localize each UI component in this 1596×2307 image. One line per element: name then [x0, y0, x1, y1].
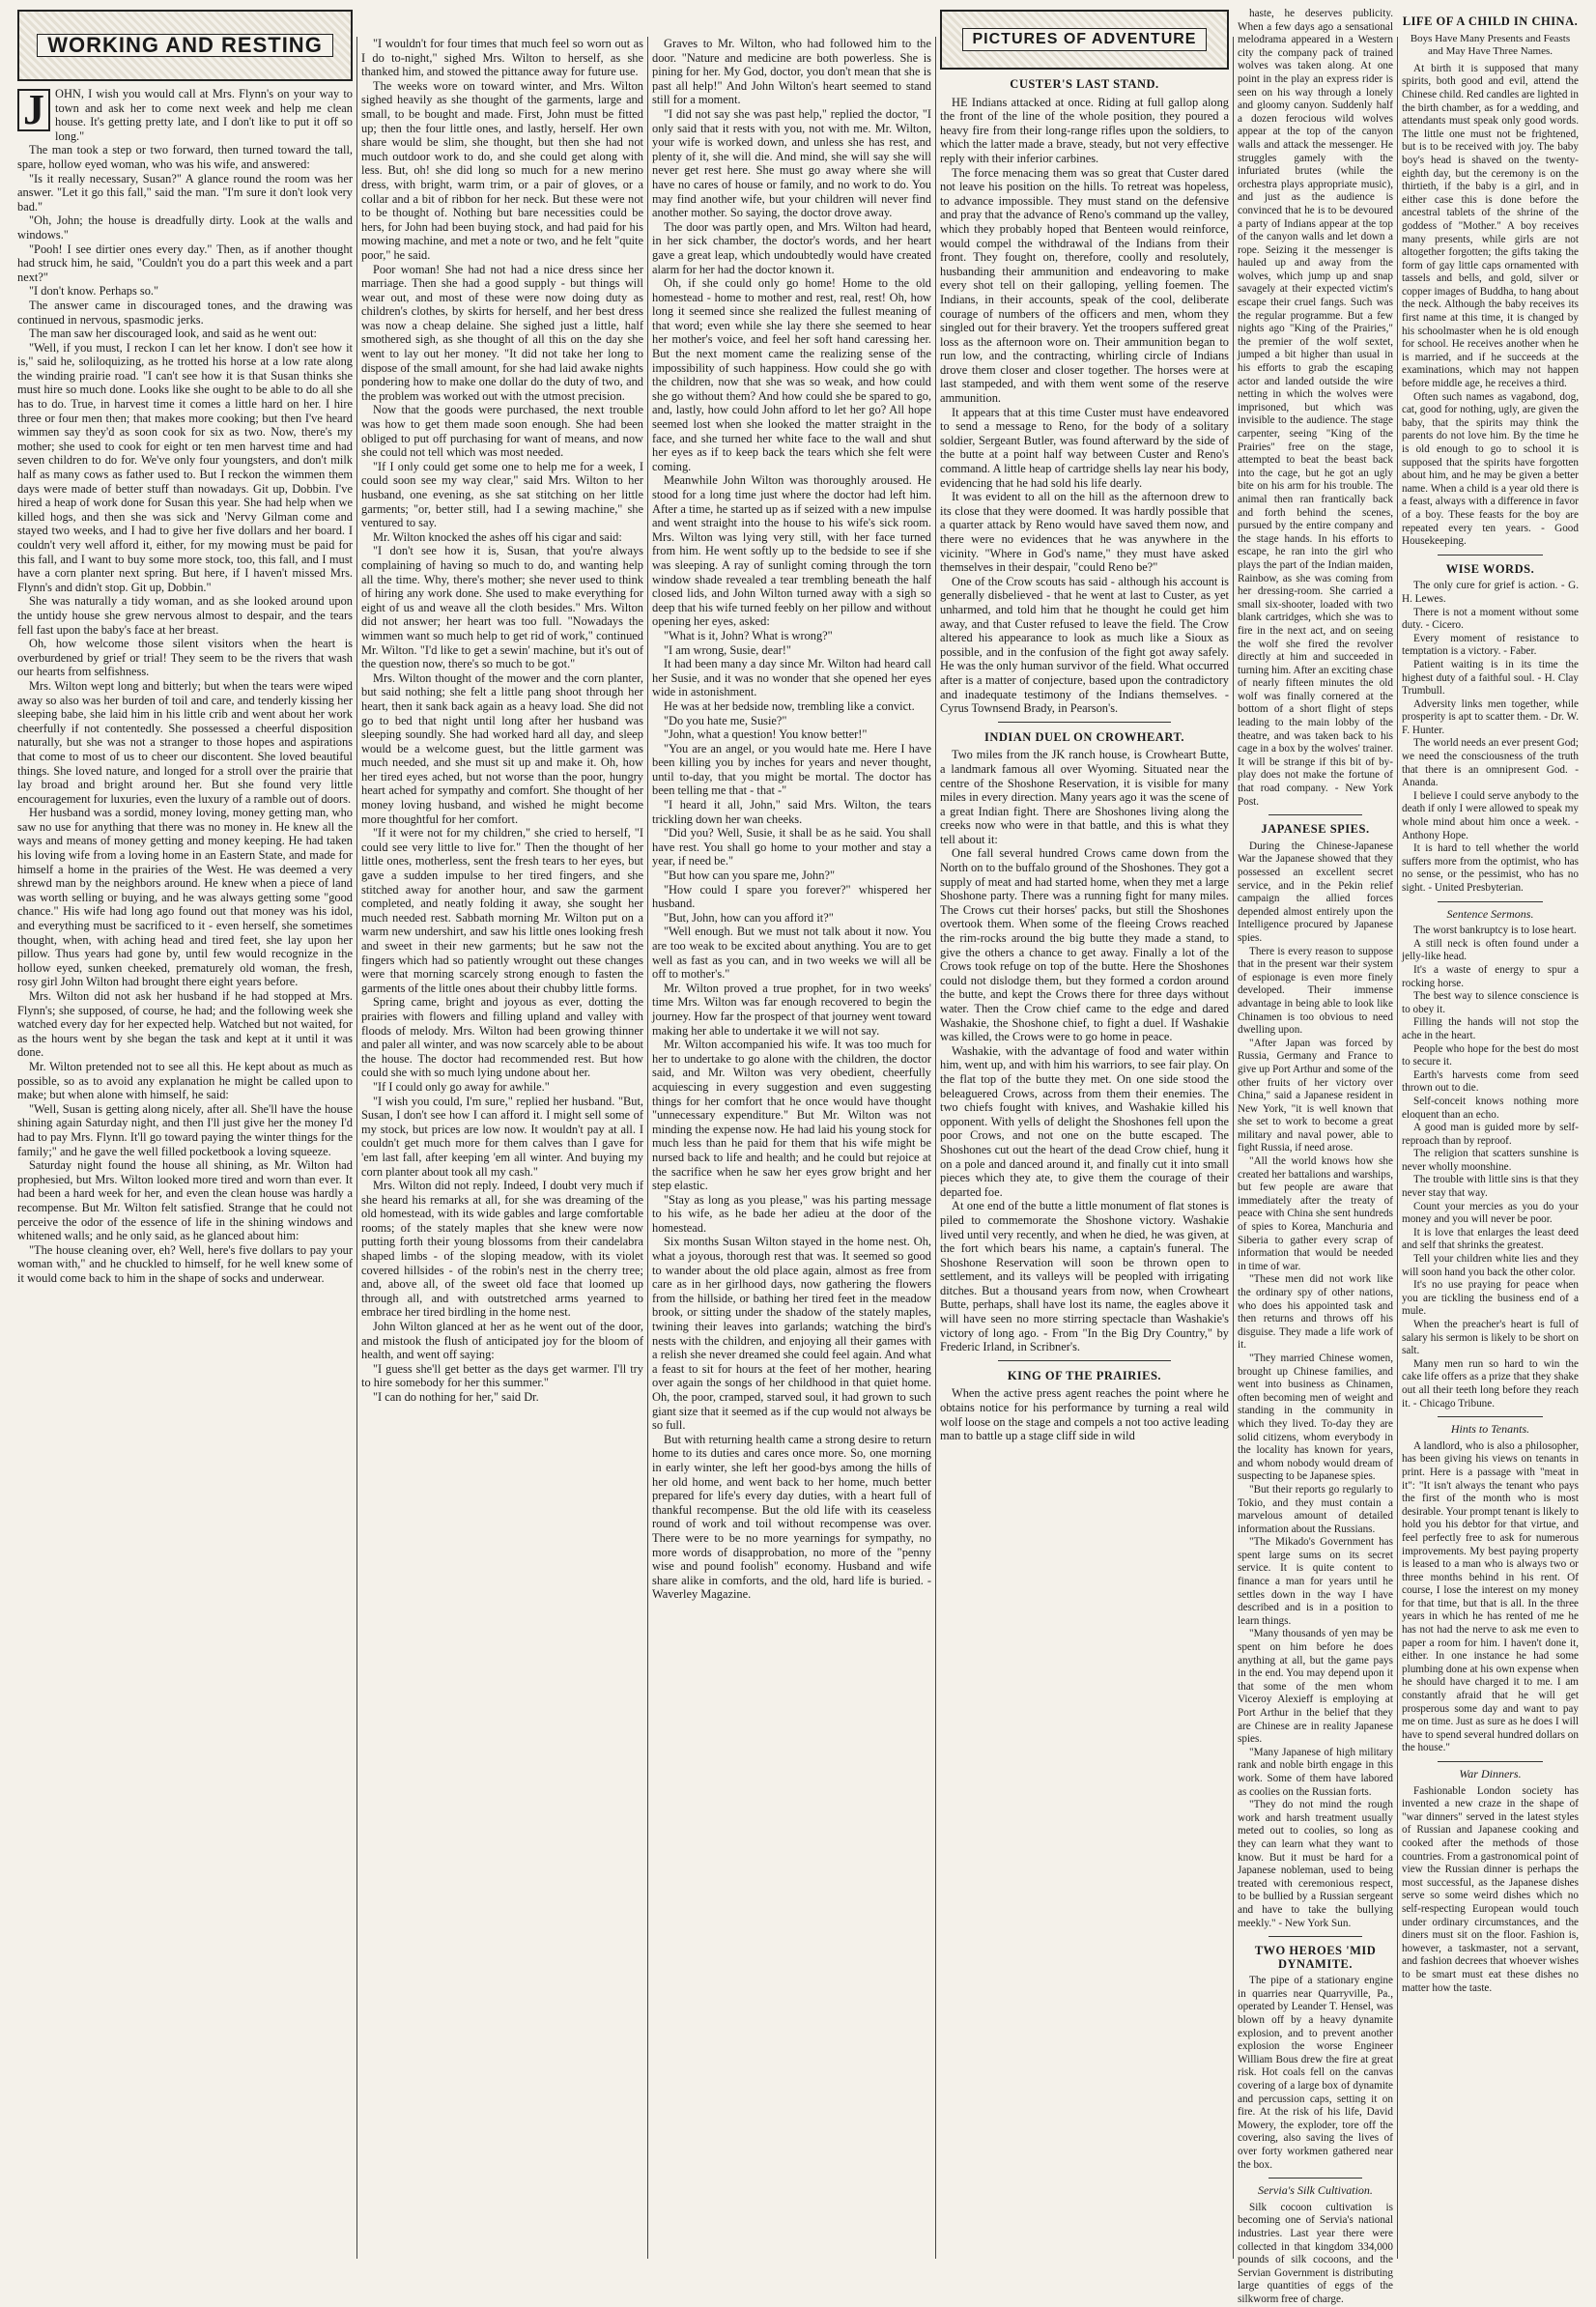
story-paragraph: Mr. Wilton knocked the ashes off his cigar and said: — [373, 529, 622, 544]
story-paragraph: "If I only could get some one to help me for a week, I could soon see my way clear," said Mrs. Wilton to her husband, one evening, as she sat stitching on her little garments; "or, better still, had I a sewing machine," she ventured to say. — [361, 459, 643, 530]
article-paragraph: It's a waste of energy to spur a rocking horse. — [1402, 963, 1579, 989]
article-headline: CUSTER'S LAST STAND. — [1010, 77, 1159, 91]
article-separator — [1438, 1761, 1544, 1762]
article-paragraph: Washakie, with the advantage of food and water within him, went up, and with him his warriors, to see fair play. On the flat top of the butte they met. On one side stood the beleaguered Crows, across from them their enemies. The two chiefs fought with knives, and Washakie killed his opponent. With yells of delight the Shoshones fell upon the poor Crows, and not one on the butte escaped. The Shoshones cut out the heart of the dead Crow chief, hung it on a pole and danced around it, and finally cut it into small pieces which they ate, to give them the courage of their departed foe. — [940, 1043, 1229, 1199]
story-paragraph: "I did not say she was past help," replied the doctor, "I only said that it rests with you, not with me. Mr. Wilton, your wife is worked down, and unless she has rest, and plenty of it, she will die. And mind, she will say she will never get rest here. She must go away where she will have no cares of house or family, and no work to do. You may find another wife, but your children will never find another mother. So saying, the doctor drove away. — [652, 106, 931, 220]
story-paragraph: She was naturally a tidy woman, and as she looked around upon the untidy house she grew nervous almost to despair, and the tears fell fast upon the baby's face at her breast. — [17, 594, 353, 637]
article-paragraph: It was evident to all on the hill as the afternoon drew to its close that they were doomed. It was hardly possible that a quarter attack by Reno would have saved them now, and there were no evidences that he was anywhere in the vicinity. "Where in God's name," they must have asked themselves in their despair, "could Reno be?" — [940, 490, 1229, 575]
story-paragraph: Mr. Wilton accompanied his wife. It was too much for her to undertake to go alone with the children, the doctor said, and Mr. Wilton was very obedient, cheerfully acquiescing in every suggestion and even suggesting things for her comfort that he once would have thought "unnecessary expenditure." But Mr. Wilton was not minding the expense now. He had laid his young stock for much less than he paid for them that his wife might be nursed back to life and health; and he could but rejoice at the sacrifice when he saw her eyes grow bright and her step elastic. — [652, 1038, 931, 1193]
story-paragraph: "The house cleaning over, eh? Well, here's five dollars to pay your woman with," and he chuckled to himself, for he well knew some of it would come back to him in the shape of socks and underwear. — [17, 1242, 353, 1285]
article-paragraph: "All the world knows how she created her battalions and warships, but few people are aware that immediately after the treaty of peace with China she sent hundreds of spies to Korea, Manchuria and Siberia to gather every scrap of information that would be needed in time of war. — [1238, 1155, 1393, 1272]
story-paragraph: The man took a step or two forward, then turned toward the tall, spare, hollow eyed woman, who was his wife, and answered: — [17, 143, 353, 171]
article-headline: LIFE OF A CHILD IN CHINA. — [1402, 14, 1579, 28]
story-paragraph: "What is it, John? What is wrong?" — [664, 628, 833, 642]
article-paragraph: It appears that at this time Custer must have endeavored to send a message to Reno, for the body of a solitary soldier, Sergeant Butler, was found afterward by the side of the butte at a point half way between Custer and Reno's command. A little heap of cartridge shells lay near his body, evidencing that he had sold his life dearly. — [940, 405, 1229, 490]
story-paragraph: Now that the goods were purchased, the next trouble was how to get them made soon enough. She had been obliged to put off purchasing for want of means, and now she could not tell which was most needed. — [361, 403, 643, 460]
article-separator — [1268, 1936, 1362, 1937]
story-body — [17, 143, 353, 1285]
article-headline: War Dinners. — [1459, 1767, 1522, 1780]
story-paragraph: "I wish you could, I'm sure," replied her husband. "But, Susan, I don't see how I can afford it. I might sell some of my stock, but prices are low now. It wouldn't pay at all. I couldn't get much more for them calves than I gave for 'em last fall, after keeping 'em all winter. And buying my corn planter about took all my cash." — [361, 1094, 643, 1179]
story-paragraph: "Stay as long as you please," was his parting message to his wife, as he bade her adieu at the door of the homestead. — [652, 1192, 931, 1235]
story-opening — [17, 87, 353, 143]
story-paragraph: "Well enough. But we must not talk about it now. You are too weak to be excited about anything. You are to get well as fast as you can, and in two weeks we will all be off to mother's." — [652, 925, 931, 982]
article-paragraph: Silk cocoon cultivation is becoming one of Servia's national industries. Last year there were collected in that kingdom 334,000 pounds of silk cocoons, and the Servian Government is distributing large quantities of eggs of the silkworm free of charge. — [1238, 2201, 1393, 2305]
article-paragraph: Every moment of resistance to temptation is a victory. - Faber. — [1402, 632, 1579, 658]
story-paragraph: Mr. Wilton pretended not to see all this. He kept about as much as possible, so as to avoid any explanation he might be called upon to make; but when alone with himself, he said: — [17, 1059, 353, 1102]
story-paragraph: "But how can you spare me, John?" — [664, 869, 836, 883]
story-paragraph: Graves to Mr. Wilton, who had followed him to the door. "Nature and medicine are both powerless. She is pining for her. My God, doctor, you don't mean that she is past all help!" And John Wilton's heart seemed to stand still for a moment. — [652, 37, 931, 107]
article-paragraph: Two miles from the JK ranch house, is Crowheart Butte, a landmark famous all over Wyoming. Situated near the centre of the Shoshone Reservation, it is visible for many miles in every direction. Many years ago it was the scene of a great Indian fight. There are Shoshones living along the creeks now who were in that battle, and this is what they tell about it: — [940, 748, 1229, 846]
article-paragraph: Filling the hands will not stop the ache in the heart. — [1402, 1016, 1579, 1041]
article-paragraph: "Many thousands of yen may be spent on him before he does anything at all, but the game pays in the end. You may depend upon it that some of the men whom Viceroy Alexieff is employing at Port Arthur in the belief that they are Chinese are in reality Japanese spies. — [1238, 1628, 1393, 1746]
article-separator — [1438, 901, 1544, 902]
article-paragraph: It is hard to tell whether the world suffers more from the optimist, who has no sense, or the pessimist, who has no sight. - United Presbyterian. — [1402, 842, 1579, 894]
article-paragraph: Patient waiting is in its time the highest duty of a faithful soul. - H. Clay Trumbull. — [1402, 658, 1579, 698]
article-paragraph: The trouble with little sins is that they never stay that way. — [1402, 1174, 1579, 1200]
article-paragraph: A good man is guided more by self-reproach than by reproof. — [1402, 1122, 1579, 1147]
story-paragraph: "If it were not for my children," she cried to herself, "I could see very little to live for." Then the thought of her little ones, motherless, sent the fresh tears to her eyes, but gave a sudden impulse to her tired fingers, and she stitched away for another hour, and saw the garment completed, and neatly folding it away, she sought her much needed rest. Sabbath morning Mr. Wilton put on a warm new undershirt, and saw his little ones looking fresh and sweet in their new garments; but he saw not the fingers which had so patiently wrought out these changes were that morning scarcely strong enough to fasten the garments of the little ones about their chubby little forms. — [361, 826, 643, 995]
article-separator — [998, 1360, 1171, 1361]
column-4 — [936, 8, 1233, 2259]
article-paragraph: "They do not mind the rough work and harsh treatment usually meted out to coolies, so long as they can learn what they want to know. But it must be hard for a Japanese nobleman, used to being treated with ceremonious respect, to be bullied by a Russian sergeant and have to take the bullying meekly." - New York Sun. — [1238, 1799, 1393, 1929]
article-paragraph: Fashionable London society has invented a new craze in the shape of "war dinners" served in the latest styles of Russian and Japanese cooking and cooked after the methods of those countries. From a gastronomical point of view the Russian dinner is perhaps the most successful, as the Japanese dishes serve so some weird dishes which no self-respecting European would touch under ordinary circumstances, and the diners must sit on the floor. Fashion is, however, a taskmaster, not a servant, and fashion decrees that whoever wishes to be smart must eat these dishes no matter how the taste. — [1402, 1784, 1579, 1994]
article-paragraph: The force menacing them was so great that Custer dared not leave his position on the hills. To retreat was hopeless, to advance impossible. They must stand on the defensive and pray that the advance of Reno's command up the valley, which they probably hoped that Benteen would reinforce, would compel the withdrawal of the Indians from their front. They fought on, therefore, coolly and resolutely, husbanding their ammunition and endeavoring to make every shot tell on their galloping, yelling foemen. The Indians, in their accounts, speak of the cool, deliberate courage of numbers of the officers and men, whom they singled out for their bravery. Yet the troopers suffered great loss as the afternoon wore on. Their ammunition began to run low, and the contracting, whirling circle of Indians drove them closer and closer together. The horses were at last stampeded, and with them went some of the reserve ammunition. — [940, 165, 1229, 406]
story-paragraph: Mrs. Wilton did not reply. Indeed, I doubt very much if she heard his remarks at all, for she was dreaming of the old homestead, with its wide gables and large comfortable rooms; of the stately maples that she knew were now putting forth their young blossoms from their candelabra shaped limbs - of the sloping meadow, with its violet covered hillsides - of the robin's nest in the cherry tree; and, above all, of the sweet old face that loomed up through all, and with outstretched arms yearned to embrace her tired birdling in the home nest. — [361, 1179, 643, 1320]
article-paragraph: When the preacher's heart is full of salary his sermon is likely to be short on salt. — [1402, 1319, 1579, 1357]
article-paragraph: One fall several hundred Crows came down from the North on to the buffalo ground of the Shoshones. They got a supply of meat and had started home, when they met a large Shoshone party. There was a running fight for many miles. The Crows cut their horses' packs, but still the Shoshones overtook them. When some of the fleeing Crows reached the rim-rocks around the big butte they made a stand, to give the others a chance to get away. Finally a lot of the Crows took refuge on top of the butte. Here the Shoshones could not dislodge them, but they formed a cordon around the butte, and kept the Crows there for three days without water. Then the Crow chief came to the edge and dared Washakie, the Shoshone chief, to fight a duel. If Washakie was killed, the Crows were to go home in peace. — [940, 846, 1229, 1044]
story-paragraph: Poor woman! She had not had a nice dress since her marriage. Then she had a good supply - but things will wear out, and most of these were now doing duty as children's clothes, by skirts for herself, and her best dress was now a cheap delaine. She sighed just a little, half smothered sigh, as she thought of all this on the day she went to lay out her money. "It did not take her long to dispose of the small amount, for she had laid awake nights pondering how to make one dollar do the duty of two, and the problem was worked out with the utmost precision. — [361, 262, 643, 403]
article-separator — [1268, 2178, 1362, 2179]
article-paragraph: "They married Chinese women, brought up Chinese families, and went into business as Chinamen, often becoming men of weight and standing in the community in which they lived. To-day they are solid citizens, whom everybody in the locality has known for years, and whom nobody would dream of suspecting to be Japanese spies. — [1238, 1352, 1393, 1483]
article-separator — [1438, 1416, 1544, 1417]
story-paragraph: Oh, how welcome those silent visitors when the heart is overburdened by grief or trial! They seem to be the rivers that wash our hearts from selfishness. — [17, 637, 353, 679]
article-paragraph: People who hope for the best do most to secure it. — [1402, 1042, 1579, 1068]
article-paragraph: Tell your children white lies and they will soon hand you back the other color. — [1402, 1253, 1579, 1278]
story-paragraph: "I wouldn't for four times that much feel so worn out as I do to-night," sighed Mrs. Wilton to herself, as she thanked him, and stowed the pittance away for future use. — [361, 37, 643, 79]
story-paragraph: It had been many a day since Mr. Wilton had heard call her Susie, and it was no wonder that she opened her eyes wide in astonishment. — [652, 657, 931, 699]
story-paragraph: Mrs. Wilton thought of the mower and the corn planter, but said nothing; she felt a little pang shoot through her heart, then it sank back again as a heavy load. She did not go to bed that night until long after her husband was sleeping soundly. She had worked hard all day, and sleep would be a welcome guest, but the little garment was much needed, and she must sit up and make it. Oh, how her tired eyes ached, but not worse than the poor, hungry heart ached for sympathy and comfort. She thought of her money loving husband, and wished he might become more thoughtful for her comfort. — [361, 670, 643, 826]
story-paragraph: "I heard it all, John," said Mrs. Wilton, the tears trickling down her wan cheeks. — [652, 798, 931, 826]
column-1 — [14, 8, 356, 2259]
story-paragraph: Oh, if she could only go home! Home to the old homestead - home to mother and rest, real, rest! Oh, how long it seemed since she realized the fullest meaning of that word; even while she lay there she seemed to hear her mother's voice, and feel her soft hand caressing her. But the next moment came the realizing sense of the impossibility of such happiness. How could she go with the children, now that she was so weak, and how could she go without them? And how could she be spared to go, and, lastly, how could John afford to let her go? All hope seemed lost when she looked the matter straight in the face, and she turned her white face to the wall and shut her eyes as if to keep back the tears which she felt were coming. — [652, 276, 931, 473]
newspaper-page — [14, 8, 1582, 2305]
article-headline: Servia's Silk Cultivation. — [1258, 2183, 1373, 2198]
article-separator — [998, 722, 1171, 723]
story-paragraph: "You are an angel, or you would hate me. Here I have been killing you by inches for years and never thought, until to-day, that you might be mortal. The doctor has been telling me that - that -" — [652, 741, 931, 798]
article-paragraph: I believe I could serve anybody to the death if only I were allowed to speak my whole mind about him once a week. - Anthony Hope. — [1402, 789, 1579, 841]
article-paragraph: Many men run so hard to win the cake life offers as a prize that they shake out all their teeth long before they reach it. - Chicago Tribune. — [1402, 1357, 1579, 1410]
article-paragraph: "After Japan was forced by Russia, Germany and France to give up Port Arthur and some of the other fruits of her victory over China," said a Japanese resident in New York, "it is well known that she set to work to become a great military and naval power, able to fight Russia, if need arose. — [1238, 1037, 1393, 1154]
article-paragraph: HE Indians attacked at once. Riding at full gallop along the front of the line of the whole position, they poured a heavy fire from their long-range rifles upon the soldiers, to which the latter made a brave, steady, but not very effective reply with their inferior carbines. — [940, 95, 1229, 165]
story-paragraph: "Is it really necessary, Susan?" A glance round the room was her answer. "Let it go this fall," said the man. "I'm sure it don't look very bad." — [17, 171, 353, 214]
section-header: PICTURES OF ADVENTURE — [962, 28, 1208, 52]
story-paragraph: Spring came, bright and joyous as ever, dotting the prairies with flowers and filling upland and valley with floods of melody. Mrs. Wilton had been growing thinner and paler all winter, and was now scarcely able to be about the house. The doctor had recommended rest. But how could she with so much lying undone about her. — [361, 995, 643, 1080]
article-paragraph: There is not a moment without some duty. - Cicero. — [1402, 606, 1579, 632]
story-paragraph: "Well, if you must, I reckon I can let her know. I don't see how it is," said he, soliloquizing, as he trotted his horse at a low rate along the winding prairie road. "I can't see how it is that Susan thinks she must hire so much done. Looks like she ought to be able to do all she has to do. True, in harvest time it comes a little hard on her. I hire three or four men then; that makes more cooking; but then I've heard wimmen say they'd as soon cook for six as two. Now, there's my mother; she used to cook for eight or ten men harvest time and had seven children to do for. We've only four youngsters, and don't milk half as many cows as father used to. But I reckon the wimmen them days were made of better stuff than nowadays. Git up, Dobbin. I've hired a heap of work done for Susan this year. She had help when we killed hogs, and then she was sick and 'Nervy Gilman come and stayed two weeks, and I had to give her five dollars and her board. I couldn't very well afford it, either, for my mowing must be paid for this fall, and I want to buy some more stock, too, this fall, and I must have a corn planter next spring. But here, if I haven't missed Mrs. Flynn's and didn't stop. Git up, Dobbin." — [17, 340, 353, 594]
story-opening-text: OHN, I wish you would call at Mrs. Flynn's on your way to town and ask her to come next week and help me clean house. It's getting pretty late, and I don't like to put it off so long." — [55, 87, 353, 143]
article-paragraph: "These men did not work like the ordinary spy of other nations, who does his appointed task and then returns and throws off his disguise. They made a life work of it. — [1238, 1273, 1393, 1352]
story-paragraph: Her husband was a sordid, money loving, money getting man, who saw no use for anything that there was no money in. He knew all the ways and means of money getting and money keeping. He had taken his loving wife from a loving home in an Eastern State, and made for himself a home in the prairies of the West. He was deemed a very shrewd man by the neighbors around. He knew when a piece of land was worth selling or buying, and he was always getting some "good chance." His wife had long ago found out that money was his idol, and everything must be sacrificed to it - even herself, she sometimes thought, when, with aching head and tired feet, she lay upon her pillow. Thus years had gone by, until few would recognize in the hollow eyed, sunken cheeked, prematurely old woman, the fresh, rosy girl John Wilton had brought there eight years before. — [17, 806, 353, 989]
story-paragraph: Saturday night found the house all shining, as Mr. Wilton had prophesied, but Mrs. Wilton looked more tired and worn than ever. It had been a hard week for her, and even the clean house was hardly a recompense. But Mr. Wilton felt satisfied. Strange that he could not perceive the odor of the essence of life in the shining windows and whitened walls; and he only said, as he glanced about him: — [17, 1158, 353, 1243]
column-5 — [1234, 8, 1397, 2305]
article-paragraph: Self-conceit knows nothing more eloquent than an echo. — [1402, 1095, 1579, 1121]
article-paragraph: A still neck is often found under a jelly-like head. — [1402, 937, 1579, 963]
column-2 — [357, 8, 647, 2259]
article-paragraph: The worst bankruptcy is to lose heart. — [1413, 925, 1577, 937]
article-headline: JAPANESE SPIES. — [1261, 822, 1370, 837]
article-paragraph: At one end of the butte a little monument of flat stones is piled to commemorate the Shoshone victory. Washakie lived until very recently, and when he died, he was given, at the fort which bears his name, a captain's funeral. The Shoshone Reservation will soon be thrown open to settlement, and its valleys will be peopled with irrigating ditches. But a thousand years from now, when Crowheart Butte, perhaps, shall have lost its name, the eagles above it will have seen no more stirring spectacle than Washakie's victory of long ago. - From "In the Big Dry Country," by Frederic Irland, in Scribner's. — [940, 1199, 1229, 1354]
drop-cap-j: J — [17, 89, 50, 131]
story-paragraph: "John, what a question! You know better!" — [664, 727, 868, 742]
story-paragraph: Mr. Wilton proved a true prophet, for in two weeks' time Mrs. Wilton was far enough recovered to begin the journey. How far the prospect of that journey went toward making her able to undertake it we will not say. — [652, 981, 931, 1038]
story-paragraph: John Wilton glanced at her as he went out of the door, and mistook the flush of anticipated joy for the bloom of health, and went off saying: — [361, 1320, 643, 1362]
story-paragraph: The man saw her discouraged look, and said as he went out: — [29, 327, 317, 341]
article-paragraph: Earth's harvests come from seed thrown out to die. — [1402, 1068, 1579, 1095]
article-subhead: Boys Have Many Presents and Feasts and May Have Three Names. — [1410, 32, 1571, 58]
article-paragraph: The best way to silence conscience is to obey it. — [1402, 990, 1579, 1015]
article-paragraph: It is love that enlarges the least deed and self that shrinks the greatest. — [1402, 1226, 1579, 1252]
article-paragraph: The world needs an ever present God; we need the consciousness of the truth that there is an omnipresent God. - Ananda. — [1402, 737, 1579, 789]
article-paragraph: When the active press agent reaches the point where he obtains notice for his performance by turning a real wild wolf loose on the stage and compels a not too active leading man to battle up a stage cliff side in wild — [940, 1386, 1229, 1443]
story-paragraph: Mrs. Wilton wept long and bitterly; but when the tears were wiped away so also was her burden of toil and care, and tenderly kissing her sleeping babe, she laid him in his little crib and went about her work cheerfully if not contentedly. She possessed a cheerful disposition naturally, but she was not a stranger to those hopes and aspirations that come to most of us to cheer our discontent. She loved beautiful things. She loved nature, and longed for a stroll over the prairie that lay broad and bright around her. But she found very little encouragement for luxuries, even the luxury of a ramble out of doors. — [17, 678, 353, 806]
article-headline: WISE WORDS. — [1445, 561, 1535, 576]
article-paragraph: "Many Japanese of high military rank and noble birth engage in this work. Some of them have labored as coolies on the Russian forts. — [1238, 1746, 1393, 1798]
story-paragraph: "Did you? Well, Susie, it shall be as he said. You shall have rest. You shall go home to your mother and stay a year, if need be." — [652, 826, 931, 869]
story-paragraph: "But, John, how can you afford it?" — [664, 910, 834, 925]
article-headline: Sentence Sermons. — [1446, 906, 1534, 921]
article-paragraph: "But their reports go regularly to Tokio, and they must contain a marvelous amount of detailed information about the Russians. — [1238, 1483, 1393, 1535]
article-paragraph: Count your mercies as you do your money and you will never be poor. — [1402, 1200, 1579, 1226]
column-6 — [1398, 8, 1582, 2259]
story-paragraph: "I don't know. Perhaps so." — [29, 284, 159, 299]
article-paragraph: The religion that scatters sunshine is never wholly moonshine. — [1402, 1148, 1579, 1173]
story-paragraph: "I guess she'll get better as the days get warmer. I'll try to hire somebody for her this summer." — [361, 1361, 643, 1390]
story-paragraph: He was at her bedside now, trembling like a convict. — [664, 698, 915, 713]
story-paragraph: The answer came in discouraged tones, and the drawing was continued in nervous, spasmodic jerks. — [17, 298, 353, 327]
article-paragraph: The only cure for grief is action. - G. H. Lewes. — [1402, 580, 1579, 605]
story-paragraph: Meanwhile John Wilton was thoroughly aroused. He stood for a long time just where the doctor had left him. After a time, he started up as if seized with a new impulse and went straight into the house to his wife's sick room. Mrs. Wilton was lying very still, with her face turned from him. He went softly up to the bedside to see if she was sleeping. A ray of sunlight coming through the torn window shade revealed a tear trembling beneath the half closed lids, and John Wilton turned away with a sigh so deep that his wife turned feebly on her pillow and without opening her eyes, asked: — [652, 473, 931, 629]
article-paragraph: It's no use praying for peace when you are tickling the business end of a mule. — [1402, 1279, 1579, 1318]
story-paragraph: "Oh, John; the house is dreadfully dirty. Look at the walls and windows." — [17, 214, 353, 242]
story-paragraph: Mrs. Wilton did not ask her husband if he had stopped at Mrs. Flynn's; she supposed, of course, he had; and the following week she watched every day for her expected help. Watched but not waited, for as the hours went by she began the task and kept at it until it was done. — [17, 989, 353, 1060]
story-paragraph: "Well, Susan is getting along nicely, after all. She'll have the house shining again Saturday night, and then I'll just give her the money I'd had to pay Mrs. Flynn. It'll go toward paying the winter things for the family;" and he gave the well filled pocketbook a loving squeeze. — [17, 1101, 353, 1158]
story-paragraph: "Pooh! I see dirtier ones every day." Then, as if another thought had struck him, he said, "Couldn't you do a part this week and a part next?" — [17, 242, 353, 284]
story-paragraph: The door was partly open, and Mrs. Wilton had heard, in her sick chamber, the doctor's words, and her heart gave a great leap, which undoubtedly would have created alarm for her had the doctor known it. — [652, 219, 931, 276]
article-separator — [1268, 814, 1362, 815]
article-headline: KING OF THE PRAIRIES. — [1007, 1368, 1162, 1382]
story-paragraph: "How could I spare you forever?" whispered her husband. — [652, 882, 931, 911]
story-paragraph: "I don't see how it is, Susan, that you're always complaining of having so much to do, and wanting help all the time. Why, there's mother; she never used to think of hiring any work done. She used to make everything for eight of us and weave all the cloth besides." Mrs. Wilton did not answer; her heart was too full. "Nowadays the wimmen want so much help to get rid of work," continued Mr. Wilton. "I'd like to get a sewin' machine, but it's out of the question now, there's so much to be got." — [361, 544, 643, 671]
section-header-box — [940, 10, 1229, 70]
story-paragraph: "If I could only go away for awhile." — [373, 1079, 550, 1094]
article-paragraph: Often such names as vagabond, dog, cat, good for nothing, ugly, are given the baby, that the spirits may think the parents do not love him. By the time he is old enough to go to school it is supposed that the spirits have forgotten about him, and he may be given a better name. When a child is a year old there is a feast, always with a difference in favor of a boy. These feasts for the boy are repeated every ten years. - Good Housekeeping. — [1402, 390, 1579, 548]
article-headline: INDIAN DUEL ON CROWHEART. — [984, 729, 1184, 744]
article-headline: Hints to Tenants. — [1450, 1422, 1530, 1437]
article-paragraph: The pipe of a stationary engine in quarries near Quarryville, Pa., operated by Leander T. Hensel, was blown off by a heavy dynamite explosion, and to prevent another explosion the worse Engineer William Bous drew the fire at great risk. Hot coals fell on the canvas covering of a large box of dynamite and percussion caps, setting it on fire. At the risk of his life, David Mowery, the exploder, tore off the covering, also saving the lives of over forty workmen gathered near the box. — [1238, 1975, 1393, 2171]
article-paragraph: One of the Crow scouts has said - although his account is generally disbelieved - that he went at last to Custer, as yet unharmed, and told him that he thought he could get him away, and that Custer refused to leave the field. The Crow altered his appearance to look as much like a Sioux as possible, and in the confusion of the fight got away safely. He was the only human survivor of the field. What occurred after is a matter of conjecture, based upon the contradictory and inadequate testimony of the Indians themselves. - Cyrus Townsend Brady, in Pearson's. — [940, 574, 1229, 716]
story-paragraph: But with returning health came a strong desire to return home to its duties and cares once more. So, one morning in early winter, she left her good-bys among the hills of her old home, and went back to her home, much better prepared for life's every day duties, with a heart full of thankful recompense. But the old life with its ceaseless round of work and toil without recompense was over. There were to be no more yearnings for sympathy, no more words of disapprobation, no more of the "penny wise and pound foolish" economy. Husband and wife share alike in comforts, and the old, hard life is buried. - Waverley Magazine. — [652, 1432, 931, 1602]
story-paragraph: "I can do nothing for her," said Dr. — [373, 1390, 539, 1404]
article-paragraph: "The Mikado's Government has spent large sums on its secret service. It is quite content to finance a man for years until he settles down in the way I have described and is in a position to learn things. — [1238, 1536, 1393, 1627]
article-paragraph: During the Chinese-Japanese War the Japanese showed that they possessed an excellent secret service, and in the Pekin relief campaign the allied forces depended almost entirely upon the Intelligence procured by Japanese spies. — [1238, 840, 1393, 944]
column-3 — [648, 8, 935, 2259]
story-paragraph: Six months Susan Wilton stayed in the home nest. Oh, what a joyous, thorough rest that was. It seemed so good to wander about the old place again, almost as free from care as in her girlhood days, now gathering the flowers from the hillside, or bathing her tired feet in the meadow brook, or sitting under the shadow of the stately maples, twining their leaves into garlands; watching the bird's nests with the children, and enjoying all their games with a relish she never dreamed she could feel again. And what a feast to sit for hours at the feet of her mother, hearing over again the songs of her childhood in that quiet home. Oh, the poor, cramped, starved soul, it had grown to such giant size that it seemed as if the cup would not always be so full. — [652, 1235, 931, 1433]
story-paragraph: "Do you hate me, Susie?" — [664, 713, 787, 727]
masthead-title: WORKING AND RESTING — [37, 34, 333, 58]
masthead-box — [17, 10, 353, 81]
article-headline: TWO HEROES 'MID DYNAMITE. — [1254, 1944, 1377, 1971]
article-paragraph: haste, he deserves publicity. When a few days ago a sensational melodrama appeared in a Western city the company pack of trained wolves was taken along. At one point in the play an express rider is seen on his way through a lonely and gloomy canyon. Suddenly half a dozen ferocious wild wolves appear at the top of the canyon walls and attack the messenger. He struggles gamely with the infuriated brutes (while the orchestra plays appropriate music), and just as the audience is convinced that he is to be devoured a party of Indians appear at the top of the canyon walls and let down a rope. Seizing it the messenger is hauled up and away from the wolves, which jump up and snap savagely at their expected victim's escape their cruel fangs. Such was the regular programme. But a few nights ago "King of the Prairies," the premier of the wolf sextet, jumped a bit higher than usual in his efforts to grab the escaping actor and landed outside the wire netting in which the wolves were imprisoned, but which was invisible to the audience. The stage carpenter, seeing "King of the Prairies" free on the stage, attempted to beat the beast back into the cage, but he got an ugly bite on his arm for his trouble. The animal then ran frantically back and forth behind the scenes, pursued by the entire company and the stage hands. In his efforts to escape, he ran into the girl who plays the part of the Indian maiden, Rainbow, as she was coming from her dressing-room. She carried a small six-shooter, loaded with two blank cartridges, which she was to fire in the next act, and on seeing the wolf she fired the revolver directly at him and succeeded in turning him. After an exciting chase of nearly fifteen minutes the old wolf was finally cornered at the bottom of a short flight of steps leading to the main lobby of the theatre, and was taken back to his cage in a box by the wolves' trainer. It will be strange if this bit of by-play does not make the fortune of that road company. - New York Post. — [1238, 8, 1393, 808]
article-paragraph: At birth it is supposed that many spirits, both good and evil, attend the Chinese child. Red candles are lighted in the birth chamber, as for a wedding, and attendants must speak only good words. The little one must not be frightened, but is to be received with joy. The baby boy's head is shaved on the twenty-eighth day, but the ceremony is on the thirtieth, if the baby is a girl, and in either case this is done before the ancestral tablets of the shrine of the goddess of "Mother." A boy receives many presents, while girls are not altogether forgotten; the gifts taking the form of gay little caps ornamented with tassels and bells, and gold, silver or copper images of Buddha, to hang about the neck. Although the baby receives its first name at this time, it is changed by his schoolmaster when he is old enough for school. He receives another when he is married, and if he succeeds at the examinations, which may not happen before middle age, he receives a third. — [1402, 62, 1579, 390]
story-paragraph: The weeks wore on toward winter, and Mrs. Wilton sighed heavily as she thought of the garments, large and small, to be bought and made. First, John must be fitted up; then the four little ones, and lastly, herself. Her own share would be slim, she thought, but then she had not much outdoor work to do, and she could get along with less. But, oh! she did long so much for a new merino dress, with bright, warm trim, or a pair of gloves, or a collar and a bit of ribbon for her neck. But these were not to be thought of. Nothing but bare necessities could be hers, for John had been buying stock, and had paid for his mowing machine, and met a note or two, and he felt "quite poor," he said. — [361, 78, 643, 262]
article-paragraph: Adversity links men together, while prosperity is apt to scatter them. - Dr. W. F. Hunter. — [1402, 698, 1579, 736]
article-paragraph: A landlord, who is also a philosopher, has been giving his views on tenants in print. Here is a passage with "meat in it": "It isn't always the tenant who pays the first of the month who is most desirable. Your prompt tenant is likely to hold you his debtor for that virtue, and feel perfectly free to ask for numerous improvements. My best paying property is leased to a man who is always two or three months behind in his rent. Of course, I lose the interest on my money for that time, but that is all. In the three years in which he has rented of me he has not had the nerve to ask me even to paper a room for him. I haven't done it, either. In one instance he had some plumbing done at his own expense when he should have charged it to me. I am constantly afraid that he will get prosperous some day and want to pay me on time. Just as sure as he does I will have to spend several hundred dollars on the house." — [1402, 1439, 1579, 1754]
article-paragraph: There is every reason to suppose that in the present war their system of espionage is even more finely developed. Their immense advantage in being able to look like Chinamen is too obvious to need dwelling upon. — [1238, 945, 1393, 1037]
story-paragraph: "I am wrong, Susie, dear!" — [664, 642, 791, 657]
